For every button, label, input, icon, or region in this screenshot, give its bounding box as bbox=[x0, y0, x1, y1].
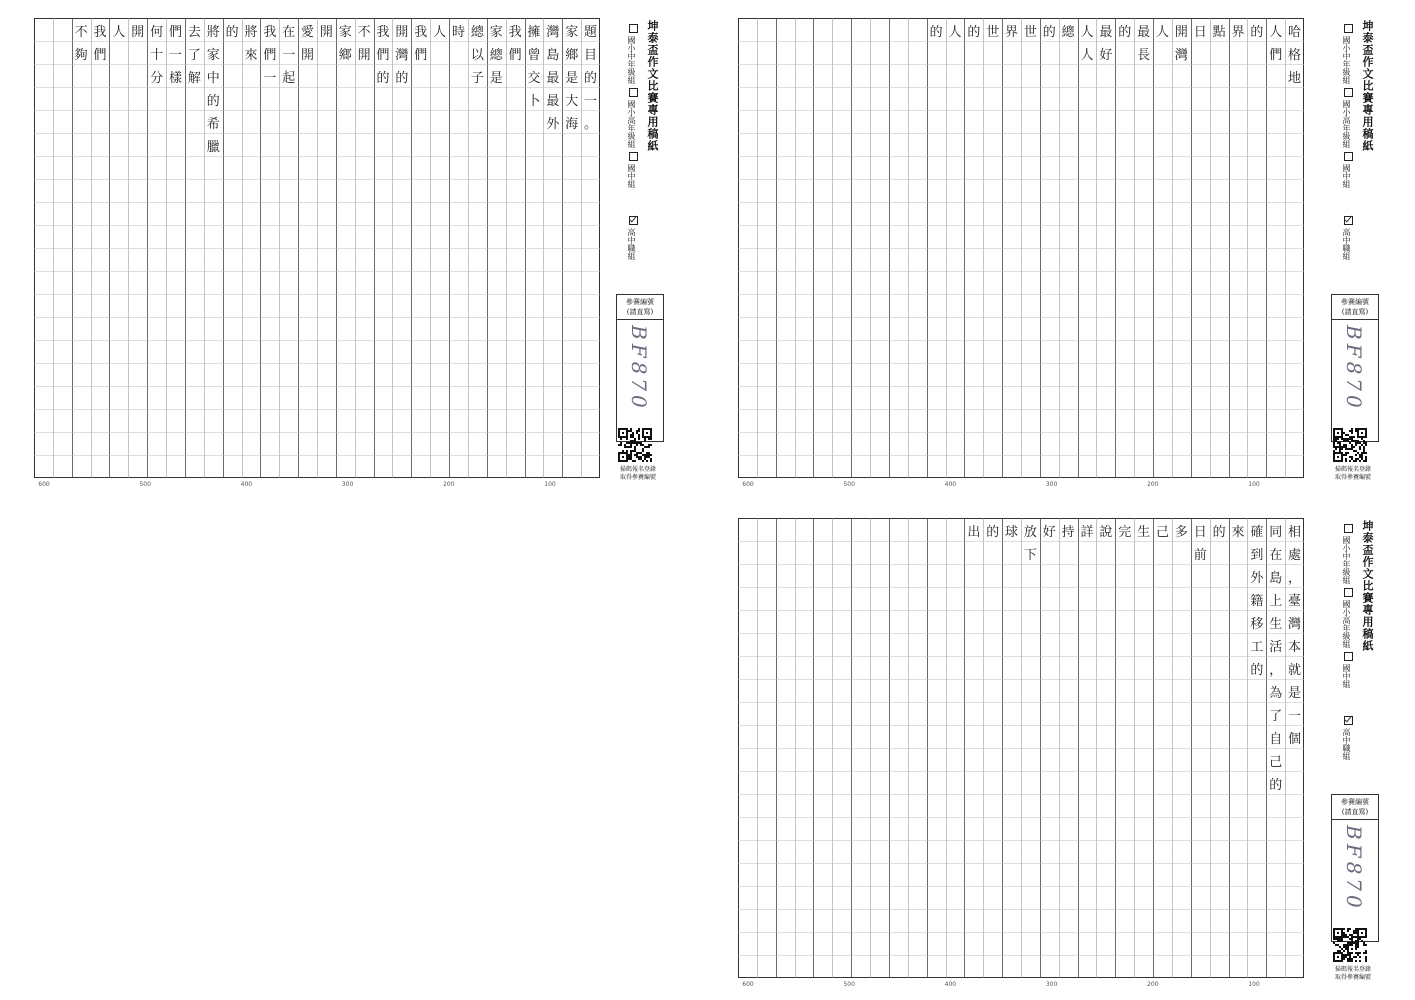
handwritten-character: 以 bbox=[470, 47, 484, 63]
handwritten-character: 們 bbox=[263, 47, 277, 63]
handwritten-character: 樣 bbox=[168, 70, 183, 86]
handwritten-character: 人 bbox=[1155, 24, 1170, 40]
checkbox-icon[interactable] bbox=[1344, 216, 1353, 225]
handwritten-character: 的 bbox=[1250, 24, 1264, 40]
column-scale bbox=[738, 481, 1304, 493]
handwritten-character: 生 bbox=[1137, 524, 1151, 540]
group-option[interactable] bbox=[1341, 24, 1353, 84]
handwritten-character: 來 bbox=[1231, 524, 1245, 540]
handwritten-character: 家 bbox=[206, 47, 220, 63]
sheet-sidebar bbox=[608, 18, 668, 493]
entry-number-value: BF870 bbox=[1342, 325, 1366, 412]
handwritten-character: 交 bbox=[527, 70, 541, 86]
handwritten-character: 的 bbox=[225, 24, 239, 40]
handwritten-character: 題 bbox=[584, 24, 598, 40]
handwritten-character: 格 bbox=[1288, 47, 1302, 63]
handwritten-character: ， bbox=[1288, 570, 1302, 586]
handwritten-character: 開 bbox=[131, 24, 145, 40]
handwritten-character: 我 bbox=[414, 24, 428, 40]
handwritten-character: 們 bbox=[376, 47, 390, 63]
scale-label: 500 bbox=[139, 481, 151, 488]
group-option[interactable] bbox=[1341, 88, 1353, 148]
handwritten-character: 不 bbox=[74, 24, 88, 40]
handwritten-character: 中 bbox=[206, 70, 220, 86]
handwritten-character: 解 bbox=[187, 70, 201, 86]
handwritten-character: 前 bbox=[1193, 547, 1207, 563]
handwritten-character: 同 bbox=[1269, 524, 1283, 540]
handwritten-character: 詳 bbox=[1080, 524, 1094, 540]
handwritten-character: 為 bbox=[1269, 685, 1283, 701]
handwritten-character: 人 bbox=[433, 24, 447, 40]
group-option-label: 高中職組 bbox=[1342, 728, 1351, 760]
handwritten-character: 最 bbox=[1137, 24, 1151, 40]
handwritten-character: 確 bbox=[1250, 524, 1264, 540]
handwritten-character: 們 bbox=[414, 47, 428, 63]
manuscript-sheet bbox=[738, 518, 1412, 996]
entry-number-box bbox=[616, 294, 664, 442]
entry-number-value: BF870 bbox=[627, 325, 651, 412]
handwritten-character: 是 bbox=[565, 70, 579, 86]
scale-label: 400 bbox=[944, 481, 957, 488]
handwritten-character: 的 bbox=[584, 70, 598, 86]
group-option-label: 國小高年級組 bbox=[1342, 600, 1351, 648]
handwritten-character: 家 bbox=[565, 24, 579, 40]
handwritten-character: 們 bbox=[93, 47, 107, 63]
handwritten-character: 家 bbox=[338, 24, 352, 40]
handwritten-character: 曾 bbox=[527, 47, 541, 63]
qr-caption: 掃碼報名登錄 取得參賽編號 bbox=[619, 466, 656, 481]
handwritten-character: 說 bbox=[1099, 524, 1113, 540]
handwritten-character: 總 bbox=[470, 24, 484, 40]
scale-label: 300 bbox=[1045, 981, 1058, 988]
checkbox-icon[interactable] bbox=[1344, 88, 1353, 97]
sheet-title: 坤泰盃作文比賽專用稿紙 bbox=[1361, 520, 1374, 652]
handwritten-character: 來 bbox=[244, 47, 258, 63]
handwritten-character: 島 bbox=[1269, 570, 1283, 586]
handwritten-character: 的 bbox=[967, 24, 981, 40]
handwritten-character: 最 bbox=[1099, 24, 1113, 40]
handwritten-character: 一 bbox=[263, 70, 277, 86]
handwritten-character: 籍 bbox=[1250, 593, 1264, 609]
handwritten-character: 一 bbox=[168, 47, 183, 63]
checkbox-icon[interactable] bbox=[629, 216, 638, 225]
handwritten-character: 一 bbox=[584, 93, 598, 109]
handwritten-character: 島 bbox=[546, 47, 560, 63]
handwritten-character: 好 bbox=[1099, 47, 1113, 63]
handwritten-character: 何 bbox=[150, 24, 164, 40]
handwritten-character: 下 bbox=[1023, 547, 1037, 563]
handwritten-character: 的 bbox=[1042, 24, 1056, 40]
entry-number-box bbox=[1331, 294, 1379, 442]
handwritten-character: 灣 bbox=[546, 24, 560, 40]
checkbox-icon[interactable] bbox=[1344, 152, 1353, 161]
group-option[interactable] bbox=[626, 88, 638, 148]
handwritten-character: 開 bbox=[357, 47, 371, 63]
handwritten-character: 開 bbox=[319, 24, 333, 40]
handwritten-character: 人 bbox=[112, 24, 126, 40]
handwritten-character: 鄉 bbox=[565, 47, 579, 63]
entry-number-hint: (請直寫) bbox=[626, 308, 654, 316]
handwritten-character: 們 bbox=[1269, 47, 1283, 63]
handwritten-character: 點 bbox=[1212, 24, 1226, 40]
sheet-sidebar bbox=[1323, 518, 1415, 993]
handwritten-character: 我 bbox=[93, 24, 107, 40]
handwritten-character: 長 bbox=[1137, 47, 1151, 63]
handwritten-character: 們 bbox=[508, 47, 522, 63]
handwritten-character: 一 bbox=[282, 47, 296, 63]
sheet-title: 坤泰盃作文比賽專用稿紙 bbox=[646, 20, 659, 152]
handwritten-character: 了 bbox=[187, 47, 201, 63]
handwritten-character: 十 bbox=[150, 47, 164, 63]
qr-caption: 掃碼報名登錄 取得參賽編號 bbox=[1334, 966, 1371, 981]
handwritten-character: 總 bbox=[489, 47, 503, 63]
qr-code-icon[interactable] bbox=[1333, 428, 1367, 462]
group-option-label: 高中職組 bbox=[1342, 228, 1351, 260]
handwritten-character: 活 bbox=[1269, 639, 1283, 655]
scale-label: 600 bbox=[38, 481, 50, 488]
handwritten-character: 的 bbox=[986, 524, 1000, 540]
handwritten-character: 不 bbox=[357, 24, 371, 40]
scale-label: 100 bbox=[1248, 481, 1260, 488]
handwritten-character: 人 bbox=[1080, 24, 1094, 40]
handwritten-character: 。 bbox=[584, 116, 598, 132]
handwritten-character: 灣 bbox=[395, 47, 409, 63]
entry-number-label: 參賽編號 bbox=[1341, 798, 1369, 806]
handwritten-character: 地 bbox=[1288, 70, 1302, 86]
checkbox-icon[interactable] bbox=[1344, 524, 1353, 533]
handwritten-character: 就 bbox=[1288, 662, 1302, 678]
qr-code-icon[interactable] bbox=[1333, 928, 1367, 962]
handwritten-character: 最 bbox=[546, 70, 560, 86]
handwritten-character: 的 bbox=[1250, 662, 1264, 678]
handwritten-character: 己 bbox=[1269, 754, 1283, 770]
handwritten-character: 個 bbox=[1288, 731, 1302, 747]
handwritten-character: 界 bbox=[1231, 24, 1245, 40]
handwritten-character: 處 bbox=[1288, 547, 1302, 563]
scale-label: 400 bbox=[240, 481, 253, 488]
handwritten-character: 大 bbox=[565, 93, 579, 109]
group-option[interactable] bbox=[1341, 652, 1353, 688]
handwritten-character: 的 bbox=[1118, 24, 1132, 40]
handwritten-character: 上 bbox=[1269, 593, 1283, 609]
handwritten-character: 家 bbox=[489, 24, 503, 40]
group-option-label: 國小中年級組 bbox=[1342, 536, 1351, 584]
handwritten-character: 時 bbox=[451, 24, 466, 40]
entry-number-hint: (請直寫) bbox=[1341, 808, 1369, 816]
entry-number-box bbox=[1331, 794, 1379, 942]
sheet-sidebar bbox=[1323, 18, 1415, 493]
group-option-label: 國中組 bbox=[1342, 164, 1351, 188]
checkbox-icon[interactable] bbox=[629, 88, 638, 97]
handwritten-character: 相 bbox=[1288, 524, 1302, 540]
checkbox-icon[interactable] bbox=[1344, 716, 1353, 725]
group-option[interactable] bbox=[1341, 152, 1353, 188]
handwritten-character: 目 bbox=[584, 47, 598, 63]
handwritten-character: 日 bbox=[1193, 524, 1207, 540]
handwritten-character: 將 bbox=[244, 24, 258, 40]
scale-label: 500 bbox=[843, 481, 855, 488]
scale-label: 500 bbox=[843, 981, 855, 988]
handwritten-character: 擁 bbox=[527, 24, 541, 40]
scale-label: 100 bbox=[1248, 981, 1260, 988]
handwritten-character: 出 bbox=[967, 524, 981, 540]
handwritten-character: 的 bbox=[1212, 524, 1226, 540]
group-option[interactable] bbox=[626, 24, 638, 84]
handwritten-character: 最 bbox=[546, 93, 560, 109]
handwritten-character: 放 bbox=[1023, 524, 1037, 540]
handwritten-character: 卜 bbox=[527, 93, 541, 109]
handwritten-character: 開 bbox=[301, 47, 315, 63]
group-option-label: 國中組 bbox=[627, 164, 636, 188]
writing-grid bbox=[738, 18, 1304, 478]
scale-label: 600 bbox=[742, 481, 754, 488]
handwritten-character: 到 bbox=[1250, 547, 1264, 563]
handwritten-character: 人 bbox=[948, 24, 962, 40]
scale-label: 100 bbox=[544, 481, 556, 488]
group-option-label: 國中組 bbox=[1342, 664, 1351, 688]
handwritten-character: 海 bbox=[565, 116, 579, 132]
handwritten-character: 一 bbox=[1288, 708, 1302, 724]
handwritten-character: 灣 bbox=[1174, 47, 1188, 63]
checkbox-icon[interactable] bbox=[1344, 24, 1353, 33]
handwritten-character: 的 bbox=[395, 70, 409, 86]
group-option-label: 國小高年級組 bbox=[627, 100, 636, 148]
entry-number-value: BF870 bbox=[1342, 825, 1366, 912]
entry-number-hint: (請直寫) bbox=[1341, 308, 1369, 316]
group-option-label: 國小中年級組 bbox=[627, 36, 636, 84]
handwritten-character: 開 bbox=[395, 24, 409, 40]
handwritten-character: 人 bbox=[1080, 47, 1094, 63]
checkbox-icon[interactable] bbox=[1344, 588, 1353, 597]
scale-label: 200 bbox=[1147, 481, 1159, 488]
handwritten-character: 我 bbox=[376, 24, 390, 40]
handwritten-character: 的 bbox=[376, 70, 390, 86]
qr-code-icon[interactable] bbox=[618, 428, 652, 462]
handwritten-character: 己 bbox=[1155, 524, 1170, 540]
column-scale bbox=[34, 481, 600, 493]
handwritten-character: 鄉 bbox=[338, 47, 352, 63]
group-option[interactable] bbox=[1341, 716, 1353, 760]
group-option[interactable] bbox=[626, 152, 638, 188]
checkbox-icon[interactable] bbox=[629, 24, 638, 33]
handwritten-character: 開 bbox=[1174, 24, 1188, 40]
handwritten-character: 臺 bbox=[1288, 593, 1302, 609]
handwritten-character: 工 bbox=[1250, 639, 1264, 655]
entry-number-label: 參賽編號 bbox=[1341, 298, 1369, 306]
handwritten-character: 在 bbox=[282, 24, 296, 40]
handwritten-character: 持 bbox=[1061, 524, 1075, 540]
handwritten-character: 球 bbox=[1005, 524, 1019, 540]
handwritten-character: 本 bbox=[1288, 639, 1302, 655]
group-option[interactable] bbox=[1341, 216, 1353, 260]
handwritten-character: 日 bbox=[1193, 24, 1207, 40]
scale-label: 600 bbox=[742, 981, 754, 988]
group-option-label: 國小高年級組 bbox=[1342, 100, 1351, 148]
handwritten-character: 的 bbox=[929, 24, 943, 40]
scale-label: 300 bbox=[341, 481, 354, 488]
scale-label: 300 bbox=[1045, 481, 1058, 488]
scale-label: 200 bbox=[1147, 981, 1159, 988]
group-option-label: 國小中年級組 bbox=[1342, 36, 1351, 84]
handwritten-character: 的 bbox=[1269, 777, 1283, 793]
checkbox-icon[interactable] bbox=[629, 152, 638, 161]
handwritten-character: 外 bbox=[546, 116, 560, 132]
handwritten-character: 是 bbox=[1288, 685, 1302, 701]
handwritten-character: 自 bbox=[1269, 731, 1283, 747]
entry-number-label: 參賽編號 bbox=[626, 298, 654, 306]
scale-label: 200 bbox=[443, 481, 455, 488]
handwritten-character: 外 bbox=[1250, 570, 1264, 586]
handwritten-character: 界 bbox=[1005, 24, 1019, 40]
handwritten-character: 將 bbox=[206, 24, 220, 40]
qr-caption: 掃碼報名登錄 取得參賽編號 bbox=[1334, 466, 1371, 481]
handwritten-character: 臘 bbox=[206, 139, 220, 155]
group-option-label: 高中職組 bbox=[627, 228, 636, 260]
handwritten-character: 子 bbox=[470, 70, 484, 86]
handwritten-character: 總 bbox=[1061, 24, 1075, 40]
handwritten-character: 我 bbox=[263, 24, 277, 40]
handwritten-character: 去 bbox=[187, 24, 201, 40]
writing-grid bbox=[738, 518, 1304, 978]
handwritten-character: 在 bbox=[1269, 547, 1283, 563]
group-option[interactable] bbox=[626, 216, 638, 260]
group-option[interactable] bbox=[1341, 524, 1353, 584]
scale-label: 400 bbox=[944, 981, 957, 988]
manuscript-sheet bbox=[34, 18, 659, 496]
handwritten-character: 們 bbox=[168, 24, 183, 40]
handwritten-character: 好 bbox=[1042, 524, 1056, 540]
sheet-title: 坤泰盃作文比賽專用稿紙 bbox=[1361, 20, 1374, 152]
handwritten-character: 是 bbox=[489, 70, 503, 86]
handwritten-character: ， bbox=[1269, 662, 1283, 678]
handwritten-character: 多 bbox=[1174, 524, 1188, 540]
handwritten-character: 世 bbox=[1023, 24, 1037, 40]
handwritten-character: 夠 bbox=[74, 47, 88, 63]
handwritten-character: 了 bbox=[1269, 708, 1283, 724]
handwritten-character: 灣 bbox=[1288, 616, 1302, 632]
group-option[interactable] bbox=[1341, 588, 1353, 648]
handwritten-character: 我 bbox=[508, 24, 522, 40]
handwritten-character: 哈 bbox=[1288, 24, 1302, 40]
handwritten-character: 生 bbox=[1269, 616, 1283, 632]
handwritten-character: 人 bbox=[1269, 24, 1283, 40]
checkbox-icon[interactable] bbox=[1344, 652, 1353, 661]
handwritten-character: 愛 bbox=[301, 24, 315, 40]
column-scale bbox=[738, 981, 1304, 993]
handwritten-character: 希 bbox=[206, 116, 220, 132]
handwritten-character: 的 bbox=[206, 93, 220, 109]
handwritten-character: 世 bbox=[986, 24, 1000, 40]
handwritten-character: 分 bbox=[150, 70, 164, 86]
writing-grid bbox=[34, 18, 600, 478]
handwritten-character: 完 bbox=[1118, 524, 1132, 540]
manuscript-sheet bbox=[738, 18, 1412, 496]
handwritten-character: 移 bbox=[1250, 616, 1264, 632]
handwritten-character: 起 bbox=[282, 70, 296, 86]
